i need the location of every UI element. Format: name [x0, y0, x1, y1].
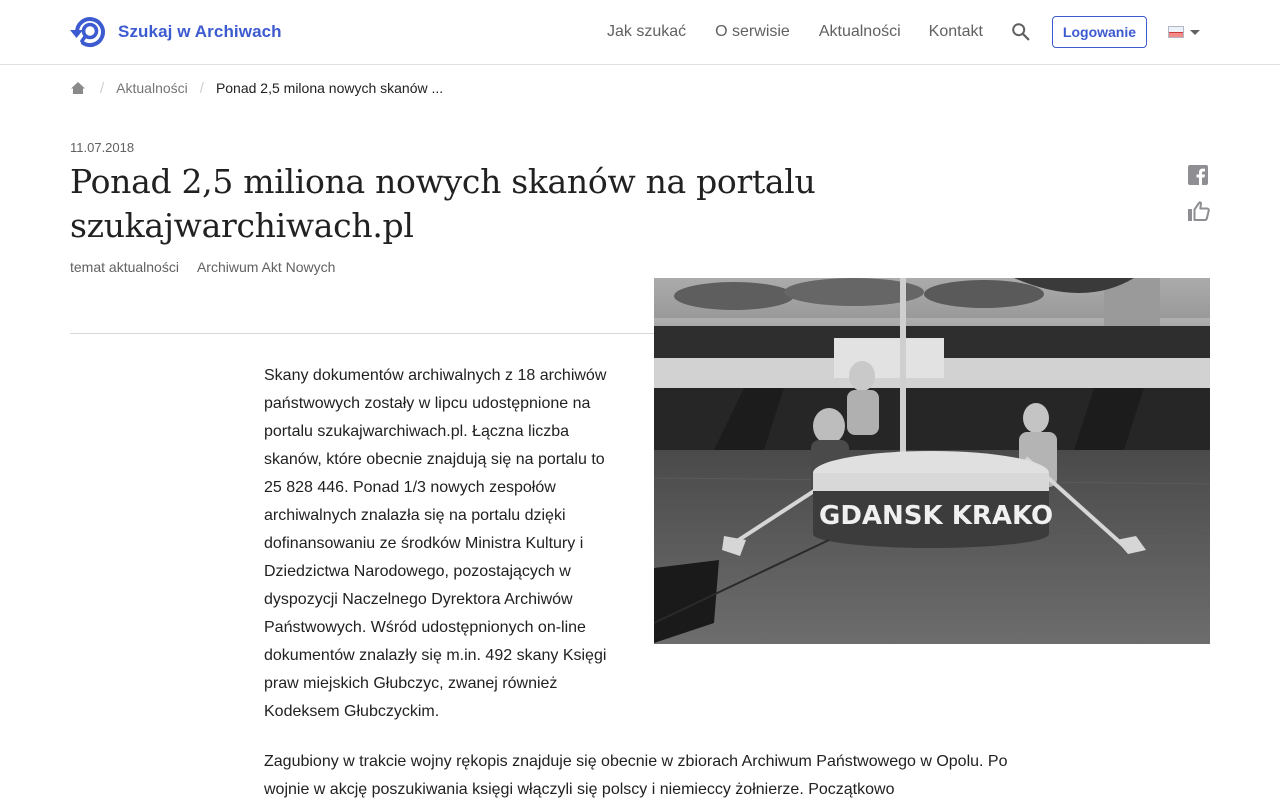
divider	[70, 333, 660, 334]
nav-item-jak-szukac[interactable]: Jak szukać	[607, 23, 687, 40]
article-paragraph: Zagubiony w trakcie wojny rękopis znajduje się obecnie w zbiorach Archiwum Państwowego w Opolu. Po wojnie w akcję poszukiwania księgi włączyli się polscy i niemieccy żołnierze. Początkowo	[264, 753, 1008, 798]
like-button[interactable]	[1187, 200, 1209, 222]
article-image[interactable]	[654, 278, 1210, 649]
nav-item-aktualnosci[interactable]: Aktualności	[818, 23, 901, 40]
home-icon	[70, 80, 86, 96]
login-button[interactable]: Logowanie	[1052, 16, 1147, 48]
logo-text: Szukaj w Archiwach	[118, 22, 282, 41]
caret-down-icon	[1190, 30, 1200, 35]
search-button[interactable]	[1009, 20, 1033, 44]
article-lead: Skany dokumentów archiwalnych z 18 archiwów państwowych zostały w lipcu udostępnione na portalu szukajwarchiwach.pl. Łączna liczba skanów, które obecnie znajdują się na portalu to 25 828 446. Ponad 1/3 nowych zespołów archiwalnych znalazła się na portalu dzięki dofinansowaniu ze środków Ministra Kultury i Dziedzictwa Narodowego, pozostających w dyspozycji Naczelnego Dyrektora Archiwów Państwowych. Wśród udostępnionych on-line dokumentów znalazły się m.in. 492 skany Księgi praw miejskich Głubczyc, zwanej również Kodeksem Głubczyckim.	[264, 367, 607, 720]
tag-archive[interactable]: Archiwum Akt Nowych	[196, 259, 336, 275]
tag-topic[interactable]: temat aktualności	[70, 259, 179, 275]
article-title: Ponad 2,5 miliona nowych skanów na portalu szukajwarchiwach.pl	[70, 162, 816, 245]
facebook-share-button[interactable]	[1187, 164, 1209, 186]
nav-item-kontakt[interactable]: Kontakt	[928, 23, 983, 40]
article-date: 11.07.2018	[70, 140, 135, 155]
breadcrumb-item-aktualnosci[interactable]: Aktualności	[116, 80, 188, 96]
share-bar	[1187, 164, 1211, 236]
breadcrumb-separator: /	[199, 79, 204, 97]
facebook-icon	[1187, 164, 1209, 186]
logo-icon	[68, 13, 108, 51]
search-icon	[1010, 21, 1032, 43]
breadcrumb	[70, 78, 443, 98]
language-selector[interactable]	[1168, 26, 1200, 38]
main-nav	[607, 0, 1200, 64]
article-tags	[70, 259, 335, 275]
thumbs-up-icon	[1187, 200, 1211, 222]
nav-item-o-serwisie[interactable]: O serwisie	[715, 23, 790, 40]
breadcrumb-separator: /	[100, 79, 105, 97]
boat-photo-illustration	[654, 278, 1210, 649]
flag-pl-icon	[1168, 26, 1184, 38]
breadcrumb-home[interactable]	[70, 79, 88, 97]
site-logo-link[interactable]	[68, 13, 282, 51]
breadcrumb-current: Ponad 2,5 milona nowych skanów ...	[215, 80, 444, 96]
site-header	[0, 0, 1280, 65]
svg-text:GDANSK KRAKO: GDANSK KRAKO	[819, 501, 1054, 531]
